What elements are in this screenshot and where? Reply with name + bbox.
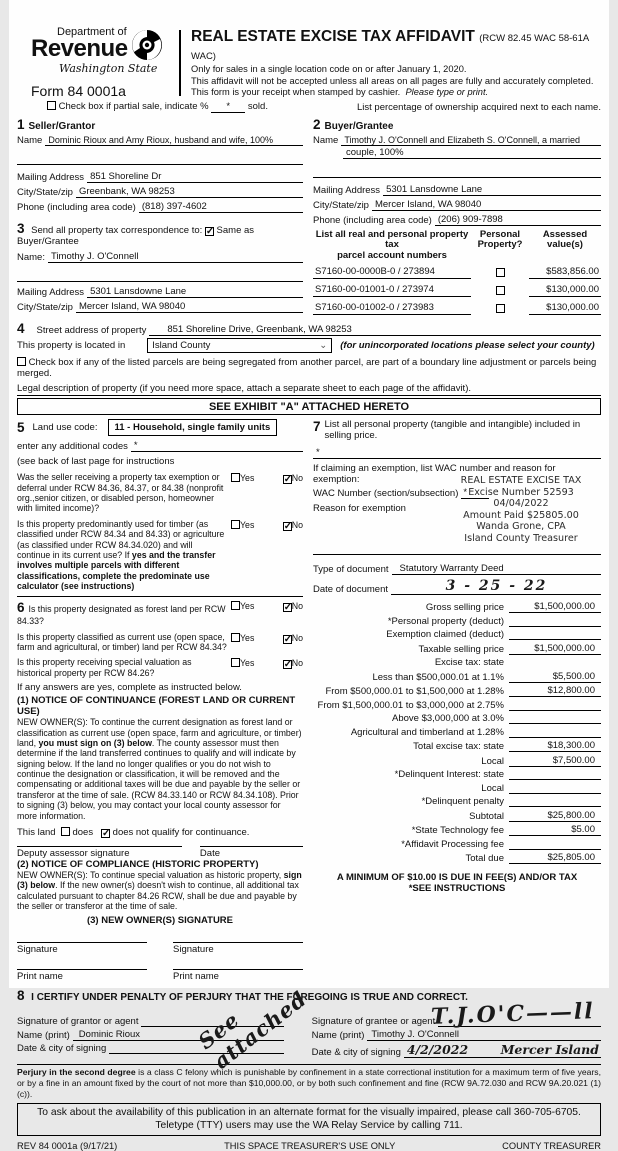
- exemption-note: If claiming an exemption, list WAC number and reason for exemption:: [313, 463, 556, 486]
- same-as-buyer-checkbox[interactable]: ✓: [205, 226, 215, 237]
- grantor-name-field[interactable]: Dominic Rioux: [73, 1029, 284, 1041]
- buyer-mailing-field[interactable]: 5301 Lansdowne Lane: [383, 184, 601, 196]
- exemption-claimed-value[interactable]: [509, 629, 601, 640]
- buyer-phone-field[interactable]: (206) 909-7898: [435, 214, 601, 226]
- reason-field[interactable]: [313, 544, 601, 555]
- county-select[interactable]: Island County ⌄: [147, 338, 332, 353]
- buyer-city-field[interactable]: Mercer Island, WA 98040: [372, 199, 601, 211]
- washington-state-label: Washington State: [59, 62, 158, 75]
- parcel-row: [313, 266, 601, 279]
- see-instructions-note: *SEE INSTRUCTIONS: [408, 883, 506, 895]
- certify-statement: I CERTIFY UNDER PENALTY OF PERJURY THAT THE FOREGOING IS TRUE AND CORRECT.: [31, 992, 468, 1004]
- exemption-no-checkbox[interactable]: ✓: [283, 474, 293, 486]
- tier2-tax-value[interactable]: $12,800.00: [509, 685, 601, 697]
- exemption-question: Was the seller receiving a property tax exemption or deferral under RCW 84.36, 84.37, or 84.38 (nonprofit org.,senior citizen, or disabled person, homeowner with limited income)? Yes ✓No: [17, 472, 303, 514]
- parcel-number-field[interactable]: S7160-00-0000B-0 / 273894: [313, 266, 471, 279]
- section-4-property: 4 Street address of property 851 Shoreline Drive, Greenbank, WA 98253 This property is located in Island County ⌄ (for unincorporated locations please select your county) Check box if any of the listed parcels are being segregated from another parcel, are part of a boundary line adjustment or parcels being merged. Legal description of property (if you need more space, attach a separate sheet to each page of the affidavit). SEE EXHIBIT "A" ATTACHED HERETO: [17, 321, 601, 415]
- forest-no-checkbox[interactable]: ✓: [283, 602, 293, 614]
- tier4-tax-value[interactable]: [509, 713, 601, 724]
- section-1-seller: 1 Seller/Grantor Name Dominic Rioux and Amy Rioux, husband and wife, 100% Mailing Address 851 Shoreline Dr City/State/zip Greenbank, WA 98253 Phone (including area code) (818) 397-4602 3 Send all property tax correspondence to: ✓ Same as Buyer/Grantee Name: Timothy J. O'Connell Mailing Address 5301 Lansdowne Lane City/State/zip Mercer Island, WA 98040: [17, 117, 303, 315]
- grantor-signature-block: See attached Signature of grantor or agent Name (print) Dominic Rioux Date & city of signing: [17, 1013, 284, 1058]
- parcel-pp-checkbox[interactable]: [496, 268, 505, 277]
- street-address-field[interactable]: 851 Shoreline Drive, Greenbank, WA 98253: [149, 324, 601, 336]
- county-note: (for unincorporated locations please select your county): [340, 340, 595, 352]
- current-use-no-checkbox[interactable]: ✓: [283, 633, 293, 645]
- form-title: REAL ESTATE EXCISE TAX AFFIDAVIT (RCW 82.45 WAC 58-61A WAC): [191, 28, 589, 62]
- form-subtitle-3: This form is your receipt when stamped by cashier. Please type or print.: [191, 87, 489, 98]
- current-use-yes-checkbox[interactable]: [231, 633, 240, 642]
- timber-no-checkbox[interactable]: ✓: [283, 520, 293, 532]
- continuance-line: This land does ✓ does not qualify for continuance.: [17, 826, 250, 839]
- parcel-number-field[interactable]: S7160-00-01001-0 / 273974: [313, 284, 471, 297]
- wac-number-field[interactable]: *: [461, 487, 489, 499]
- deputy-assessor-date-line[interactable]: Date: [200, 846, 303, 859]
- correspondence-name-field[interactable]: Timothy J. O'Connell: [48, 251, 303, 263]
- grantee-signature-block: T.J.O'C——ll Signature of grantee or agent Name (print) Timothy J. O'Connell Date & city of signing 4/2/2022 Mercer Island: [311, 998, 599, 1059]
- parcel-assessed-value[interactable]: $130,000.00: [529, 284, 601, 297]
- deputy-assessor-signature-line[interactable]: Deputy assessor signature: [17, 846, 182, 859]
- seller-name-field[interactable]: Dominic Rioux and Amy Rioux, husband and wife, 100%: [45, 135, 303, 146]
- timber-yes-checkbox[interactable]: [231, 520, 240, 529]
- new-owner-signature-line-1[interactable]: Signature: [17, 942, 147, 955]
- document-date-field[interactable]: 3 - 25 - 22: [391, 578, 601, 595]
- personal-property-deduct-value[interactable]: [509, 616, 601, 627]
- section-3-correspondence: 3 Send all property tax correspondence to: ✓ Same as Buyer/Grantee: [17, 221, 255, 247]
- section-1-title: Seller/Grantor: [28, 121, 96, 132]
- section-5-landuse: 5 Land use code: 11 - Household, single family units: [17, 419, 303, 436]
- parcel-number-field[interactable]: S7160-00-01002-0 / 273983: [313, 302, 471, 315]
- partial-sale-checkbox[interactable]: [47, 101, 56, 110]
- tier1-tax-value[interactable]: $5,500.00: [509, 671, 601, 683]
- parcel-pp-checkbox[interactable]: [496, 304, 505, 313]
- section-2-buyer: 2 Buyer/Grantee Name Timothy J. O'Connell and Elizabeth S. O'Connell, a married couple, 100% Mailing Address 5301 Lansdowne Lane City/State/zip Mercer Island, WA 98040 Phone (including area code) (206) 909-7898 List all real and personal property tax parcel account numbers Personal Property? Assessed value(s) S7160-00-0000B-0 / 273894 $583,856.00 S7160-00-01001-0 / 273974 $130,000.00 S7160-00-01002-0 / 273983 $130,000.00: [313, 117, 599, 314]
- subtotal-value[interactable]: $25,800.00: [509, 810, 601, 822]
- answers-note: If any answers are yes, complete as instructed below.: [17, 682, 242, 694]
- land-use-code-select[interactable]: 11 - Household, single family units: [108, 419, 278, 436]
- same-as-buyer-label: Same as Buyer/Grantee: [17, 225, 255, 247]
- revenue-label: Revenue: [31, 35, 128, 62]
- affidavit-page: Department of Revenue Washington State Form 84 0001a REAL ESTATE EXCISE TAX AFFIDAVIT (RCW 82.45 WAC 58-61A WAC) Only for sales in a single location code on or after January 1, 2020. This affidavit will not be accepted unless all areas on all pages are fully and accurately completed. This form is your receipt when stamped by cashier. Please type or print. Check box if partial sale, indicate % * sold. List percentage of ownership acquired next to each name. 1 Seller/Grantor Name Dominic Rioux and Amy Rioux, husband and wife, 100% Mailing Address 851 Shoreline Dr City/State/zip Greenbank, WA 98253 Phone (including area code) (818) 397-4602 3 Send all property tax correspondence to: ✓ Same as Buyer/Grantee Name: Timothy J. O'Connell Mailing Address 5301 Lansdowne Lane City/State/zip Mercer Island, WA 98040 2 Buyer/Grantee Name Timothy J. O'Connell and Elizabeth S. O'Connell, a married couple, 100% Mailing Address 5301 Lansdowne Lane City/State/zip Mercer Island, WA 98040 Phone (including area code) (206) 909-7898 List all real and personal property tax parcel account numbers Personal Property? Assessed value(s) S7160-00-0000B-0 / 273894 $583,856.00 S7160-00-01001-0 / 273974 $130,000.00 S7160-00-01002-0 / 273983 $130,000.00 4 Street address of property 851 Shoreline Drive, Greenbank, WA 98253 This property is located in Island County ⌄ (for unincorporated locations please select your county) Check box if any of the listed parcels are being segregated from another parcel, are part of a boundary line adjustment or parcels being merged. Legal description of property (if you need more space, attach a separate sheet to each page of the affidavit). SEE EXHIBIT "A" ATTACHED HERETO 5 Land use code: 11 - Household, single family units enter any additional codes * (see back of last page for instructions Was the seller receiving a property tax exemption or deferral under RCW 84.36, 84.37, or 84.38 (nonprofit org.,senior citizen, or disabled person, homeowner with limited income)? Yes ✓No Is this property predominantly used for timber (as classified under RCW 84.34 and 84.33) or agriculture (as classified under RCW 84.34.020) and will continue in its current use? If yes and the transfer involves multiple parcels with different classifications, complete the predominate use calculator (see instructions) Yes ✓No 6 Is this property designated as forest land per RCW 84.33? Yes ✓No Is this property classified as current use (open space, farm and agricultural, or timber) land per RCW 84.34? Yes ✓No Is this property receiving special valuation as historical property per RCW 84.26? Yes ✓No If any answers are yes, complete as instructed below. (1) NOTICE OF CONTINUANCE (FOREST LAND OR CURRENT USE) NEW OWNER(S): To continue the current designation as forest land or classification as current use (open space, farm and agriculture, or timber) land, you must sign on (3) below. The county assessor must then determine if the land transferred continues to qualify and will indicate by signing below. If the land no longer qualifies or you do not wish to continue the designation or classification, it will be removed and the compensating or additional taxes will be due and payable by the seller or transferor at the time of sale. (RCW 84.33.140 or RCW 84.34.108). Prior to signing (3) below, you may contact your local county assessor for more information. This land does ✓ does not qualify for continuance. Deputy assessor signature Date (2) NOTICE OF COMPLIANCE (HISTORIC PROPERTY) NEW OWNER(S): To continue special valuation as historic property, sign (3) below. If the new owner(s) doesn't wish to continue, all additional tax calculated pursuant to chapter 84.26 RCW, shall be due and payable by the seller or transferor at the time of sale. (3) NEW OWNER(S) SIGNATURE Signature Signature Print name Print name 7 List all personal property (tangible and intangible) included in selling price. * If claiming an exemption, list WAC number and reason for exemption: WAC Number (section/subsection) * Reason for exemption REAL ESTATE EXCISE TAX Excise Number 52593 04/04/2022 Amount Paid $25805.00 Wanda Grone, CPA Island County Treasurer Type of document Statutory Warranty Deed Date of document 3 - 25 - 22 Gross selling price $1,500,000.00 *Personal property (deduct) Exemption claimed (deduct) Taxable selling price $1,500,000.00 Excise tax: state Less than $500,000.01 at 1.1% $5,500.00 From $500,000.01 to $1,500,000 at 1.28% $12,800.00 From $1,500,000.01 to $3,000,000 at 2.75% Above $3,000,000 at 3.0% Agricultural and timberland at 1.28% Total excise tax: state $18,300.00 Local $7,500.00 *Delinquent Interest: state Local *Delinquent penalty Subtotal $25,800.00 *State Technology fee $5.00 *Affidavit Processing fee Total due $25,805.00 A MINIMUM OF $10.00 IS DUE IN FEE(S) AND/OR TAX *SEE INSTRUCTIONS 8 I CERTIFY UNDER PENALTY OF PERJURY THAT THE FOREGOING IS TRUE AND CORRECT. See attached Signature of grantor or agent Name (print) Dominic Rioux Date & city of signing T.J.O'C——ll Signature of grantee or agent Name (print) Timothy J. O'Connell Date & city of signing 4/2/2022 Mercer Island Perjury in the second degree is a class C felony which is punishable by confinement in a state correctional institution for a maximum term of five years, or by a fine in an amount fixed by the court of not more than $10,000.00, or by both such confinement and fine (RCW 9A.72.030 and RCW 9A.20.021 (1)(c)). To ask about the availability of this publication in an alternate format for the visually impaired, please call 360-705-6705. Teletype (TTY) users may use the WA Relay Service by calling 711. REV 84 0001a (9/17/21) THIS SPACE TREASURER'S USE ONLY COUNTY TREASURER: [9, 0, 609, 988]
- personal-property-intro: List all personal property (tangible and intangible) included in selling price.: [324, 419, 581, 442]
- correspondence-city-field[interactable]: Mercer Island, WA 98040: [76, 301, 303, 313]
- notice-3-title: (3) NEW OWNER(S) SIGNATURE: [86, 915, 233, 927]
- forest-land-question: 6 Is this property designated as forest land per RCW 84.33? Yes ✓No: [17, 600, 303, 627]
- excise-tax-state-row: [509, 657, 601, 668]
- parcel-row: [313, 284, 601, 297]
- seller-city-field[interactable]: Greenbank, WA 98253: [76, 186, 303, 198]
- historic-question: Is this property receiving special valuation as historical property per RCW 84.26? Yes ✓No: [17, 657, 303, 678]
- segregated-line: Check box if any of the listed parcels are being segregated from another parcel, are part of a boundary line adjustment or parcels being merged.: [17, 357, 597, 380]
- footer-rev-number: REV 84 0001a (9/17/21): [17, 1141, 118, 1151]
- new-owner-signature-line-2[interactable]: Signature: [173, 942, 303, 955]
- new-owner-print-line-1[interactable]: Print name: [17, 969, 147, 982]
- document-type-field[interactable]: Statutory Warranty Deed: [392, 563, 601, 575]
- historic-yes-checkbox[interactable]: [231, 658, 240, 667]
- agricultural-tax-value[interactable]: [509, 727, 601, 738]
- form-subtitle-2: This affidavit will not be accepted unless all areas on all pages are fully and accurately completed.: [191, 75, 594, 86]
- ownership-note: List percentage of ownership acquired next to each name.: [357, 102, 601, 113]
- grantor-signature-scrawl: See attached: [193, 986, 312, 1075]
- historic-no-checkbox[interactable]: ✓: [283, 659, 293, 671]
- treasurer-stamp: REAL ESTATE EXCISE TAX Excise Number 52593 04/04/2022 Amount Paid $25805.00 Wanda Grone, CPA Island County Treasurer: [460, 475, 582, 544]
- chevron-down-icon: ⌄: [319, 340, 328, 352]
- dept-of-label: Department of: [57, 26, 127, 38]
- see-back-note: (see back of last page for instructions: [17, 456, 175, 468]
- partial-sale-percent-field[interactable]: *: [211, 101, 245, 113]
- legal-description-field[interactable]: SEE EXHIBIT "A" ATTACHED HERETO: [17, 398, 601, 415]
- parcel-assessed-value[interactable]: $583,856.00: [529, 266, 601, 279]
- total-excise-state-value[interactable]: $18,300.00: [509, 740, 601, 752]
- section-2-title: Buyer/Grantee: [324, 121, 394, 132]
- form-subtitle-1: Only for sales in a single location code on or after January 1, 2020.: [191, 64, 467, 74]
- revenue-swirl-icon: [130, 28, 164, 62]
- buyer-name-field-2[interactable]: couple, 100%: [343, 147, 601, 159]
- correspondence-name2-field[interactable]: [17, 271, 303, 282]
- gross-selling-price-value[interactable]: $1,500,000.00: [509, 601, 601, 613]
- state-technology-fee-value[interactable]: $5.00: [509, 824, 601, 836]
- accessibility-notice-box: To ask about the availability of this publication in an alternate format for the visually impaired, please call 360-705-6705. Teletype (TTY) users may use the WA Relay Service by calling 711.: [17, 1103, 601, 1137]
- footer-treasurer-use: THIS SPACE TREASURER'S USE ONLY: [224, 1141, 396, 1151]
- header-divider: [179, 30, 181, 96]
- notice-1-text: NEW OWNER(S): To continue the current designation as forest land or classification as current use (open space, farm and agriculture, or timber) land, you must sign on (3) below. The county assessor must then determine if the land transferred continues to qualify and will indicate by signing below. If the land no longer qualifies or you do not wish to continue the designation or classification, it will be removed and the compensating or additional taxes will be due and payable by the seller or transferor at the time of sale. (RCW 84.33.140 or RCW 84.34.108). Prior to signing (3) below, you may contact your local county assessor for more information.: [17, 717, 302, 821]
- notice-2-text: NEW OWNER(S): To continue special valuation as historic property, sign (3) below. If the new owner(s) doesn't wish to continue, all additional tax calculated pursuant to chapter 84.26 RCW, shall be due and payable by the seller or transferor at the time of sale.: [17, 869, 302, 912]
- header: [17, 26, 601, 99]
- grantee-date-field[interactable]: 4/2/2022 Mercer Island: [404, 1042, 601, 1058]
- perjury-statement: Perjury in the second degree is a class C felony which is punishable by confinement in a state correctional institution for a maximum term of five years, or by a fine in an amount fixed by the court of not more than $10,000.00, or by both such confinement and fine (RCW 9A.72.030 and RCW 9A.20.021 (1)(c)).: [17, 1064, 601, 1099]
- parcel-table-header: List all real and personal property tax parcel account numbers Personal Property? Assessed value(s): [315, 229, 588, 261]
- dor-logo: [17, 26, 177, 99]
- form-title-rcw: (RCW 82.45 WAC 58-61A WAC): [191, 33, 589, 62]
- section-8-certification: 8 I CERTIFY UNDER PENALTY OF PERJURY THAT THE FOREGOING IS TRUE AND CORRECT. See attached Signature of grantor or agent Name (print) Dominic Rioux Date & city of signing T.J.O'C——ll Signature of grantee or agent Name (print) Timothy J. O'Connell Date & city of signing 4/2/2022 Mercer Island: [17, 988, 601, 1058]
- partial-sale-line: Check box if partial sale, indicate % * sold.: [17, 101, 317, 113]
- correspondence-mailing-field[interactable]: 5301 Lansdowne Lane: [87, 286, 303, 298]
- parcel-assessed-value[interactable]: $130,000.00: [529, 302, 601, 315]
- footer: [17, 1141, 601, 1151]
- legal-description-label: Legal description of property (if you need more space, attach a separate sheet to each page of the affidavit).: [17, 383, 601, 396]
- total-due-value[interactable]: $25,805.00: [509, 852, 601, 864]
- tier3-tax-value[interactable]: [509, 700, 601, 711]
- delinquent-penalty-value[interactable]: [509, 796, 601, 807]
- buyer-name-field[interactable]: Timothy J. O'Connell and Elizabeth S. O'Connell, a married: [341, 135, 601, 146]
- buyer-name3-field[interactable]: [313, 167, 601, 178]
- parcel-pp-checkbox[interactable]: [496, 286, 505, 295]
- forest-yes-checkbox[interactable]: [231, 601, 240, 610]
- parcel-row: [313, 302, 601, 315]
- current-use-question: Is this property classified as current use (open space, farm and agricultural, or timber) land per RCW 84.34? Yes ✓No: [17, 631, 303, 653]
- form-number: Form 84 0001a: [31, 83, 126, 99]
- local-tax-value[interactable]: $7,500.00: [509, 755, 601, 767]
- taxable-selling-price-value[interactable]: $1,500,000.00: [509, 643, 601, 655]
- personal-property-field[interactable]: *: [313, 447, 601, 459]
- seller-phone-field[interactable]: (818) 397-4602: [139, 201, 303, 213]
- exemption-yes-checkbox[interactable]: [231, 473, 240, 482]
- section-7-tax: 7 List all personal property (tangible and intangible) included in selling price. * If claiming an exemption, list WAC number and reason for exemption: WAC Number (section/subsection) * Reason for exemption REAL ESTATE EXCISE TAX Excise Number 52593 04/04/2022 Amount Paid $25805.00 Wanda Grone, CPA Island County Treasurer Type of document Statutory Warranty Deed Date of document 3 - 25 - 22 Gross selling price $1,500,000.00 *Personal property (deduct) Exemption claimed (deduct) Taxable selling price $1,500,000.00 Excise tax: state Less than $500,000.01 at 1.1% $5,500.00 From $500,000.01 to $1,500,000 at 1.28% $12,800.00 From $1,500,000.01 to $3,000,000 at 2.75% Above $3,000,000 at 3.0% Agricultural and timberland at 1.28% Total excise tax: state $18,300.00 Local $7,500.00 *Delinquent Interest: state Local *Delinquent penalty Subtotal $25,800.00 *State Technology fee $5.00 *Affidavit Processing fee Total due $25,805.00 A MINIMUM OF $10.00 IS DUE IN FEE(S) AND/OR TAX *SEE INSTRUCTIONS: [313, 419, 601, 982]
- segregated-checkbox[interactable]: [17, 357, 26, 366]
- grantee-name-field[interactable]: Timothy J. O'Connell: [367, 1029, 601, 1041]
- new-owner-print-line-2[interactable]: Print name: [173, 969, 303, 982]
- footer-county-treasurer: COUNTY TREASURER: [502, 1141, 601, 1151]
- seller-name2-field[interactable]: [17, 154, 303, 165]
- grantee-signature-scrawl: T.J.O'C——ll: [430, 998, 596, 1031]
- delinquent-interest-local-value[interactable]: [509, 783, 601, 794]
- notice-1-title: (1) NOTICE OF CONTINUANCE (FOREST LAND OR CURRENT USE): [17, 695, 296, 718]
- minimum-due-note: A MINIMUM OF $10.00 IS DUE IN FEE(S) AND/OR TAX: [336, 872, 578, 884]
- land-does-not-checkbox[interactable]: ✓: [102, 827, 111, 839]
- affidavit-processing-fee-value[interactable]: [509, 839, 601, 850]
- timber-question: Is this property predominantly used for timber (as classified under RCW 84.34 and 84.33) or agriculture (as classified under RCW 84.34.020) and will continue in its current use? If yes and the transfer involves multiple parcels with different classifications, complete the predominate use calculator (see instructions) Yes ✓No: [17, 518, 303, 592]
- additional-codes-field[interactable]: *: [131, 440, 303, 452]
- delinquent-interest-state-value[interactable]: [509, 769, 601, 780]
- land-does-checkbox[interactable]: [61, 827, 70, 836]
- seller-mailing-field[interactable]: 851 Shoreline Dr: [87, 171, 303, 183]
- notice-2-title: (2) NOTICE OF COMPLIANCE (HISTORIC PROPERTY): [17, 858, 259, 870]
